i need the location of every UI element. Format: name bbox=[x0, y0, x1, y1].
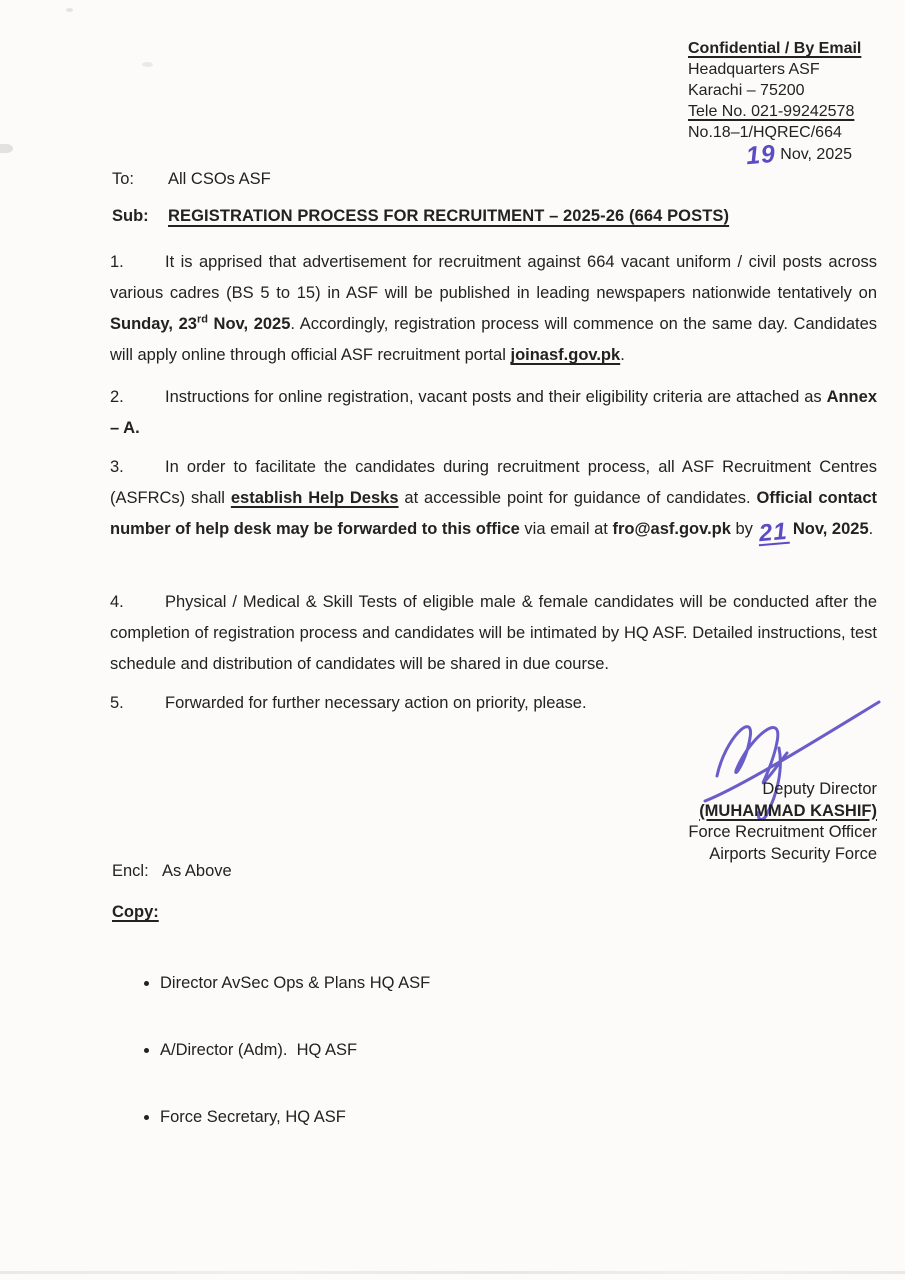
to-label: To: bbox=[112, 170, 135, 188]
handwritten-day: 21 bbox=[757, 517, 789, 548]
paragraph-text: . bbox=[620, 346, 625, 364]
subject-line bbox=[112, 207, 729, 226]
copy-recipients-list bbox=[112, 928, 430, 1173]
paragraph-number: 3. bbox=[110, 458, 124, 476]
enclosure-label: Encl: bbox=[112, 862, 149, 880]
paragraph-text: Instructions for online registration, vacant posts and their eligibility criteria are attached as bbox=[165, 388, 827, 406]
paragraph-text: In order to facilitate the candidates during recruitment process, all ASF Recruitment Centres (ASFRCs) shall bbox=[110, 458, 877, 507]
paragraph-1 bbox=[110, 247, 877, 371]
copy-block bbox=[112, 903, 430, 1173]
paragraph-text: It is apprised that advertisement for recruitment against 664 vacant uniform / civil posts across various cadres (BS 5 to 15) in ASF will be published in leading newspapers nationwide tentatively on bbox=[110, 253, 877, 302]
signoff-title: Deputy Director bbox=[762, 780, 877, 798]
paragraph-3 bbox=[110, 452, 877, 548]
signoff-name: (MUHAMMAD KASHIF) bbox=[699, 801, 877, 820]
reference-number: No.18–1/HQREC/664 bbox=[688, 124, 842, 141]
ordinal-suffix: rd bbox=[196, 313, 208, 326]
enclosure-value: As Above bbox=[162, 862, 232, 880]
copy-title: Copy: bbox=[112, 903, 159, 921]
paragraph-text: Forwarded for further necessary action on priority, please. bbox=[165, 694, 587, 712]
scan-artifact bbox=[66, 8, 73, 12]
to-value: All CSOs ASF bbox=[168, 170, 271, 188]
signoff-force: Airports Security Force bbox=[709, 844, 877, 863]
paragraph-text: Physical / Medical & Skill Tests of eligible male & female candidates will be conducted after the completion of registration process and candidates will be intimated by HQ ASF. Detailed instructions, test schedule and distribution of candidates will be shared in due course. bbox=[110, 593, 877, 673]
scan-artifact bbox=[142, 62, 153, 67]
signoff-block bbox=[688, 779, 877, 865]
paragraph-text: via email at bbox=[519, 520, 613, 538]
copy-recipient: • A/Director (Adm). HQ ASF bbox=[160, 1039, 430, 1061]
portal-link-text: joinasf.gov.pk bbox=[510, 346, 621, 364]
date-emphasis: Sunday, 23 bbox=[110, 315, 197, 333]
paragraph-4 bbox=[110, 587, 877, 680]
contact-emphasis: Official contact number of help desk may be forwarded to this office bbox=[110, 489, 877, 538]
enclosure-line bbox=[112, 862, 232, 881]
paragraph-text: . bbox=[868, 520, 874, 538]
date-line bbox=[744, 139, 861, 171]
paragraph-number: 4. bbox=[110, 593, 124, 611]
date-emphasis: Nov, 2025 bbox=[207, 315, 291, 333]
paragraph-text: . Accordingly, registration process will commence on the same day. Candidates will apply online through official ASF recruitment portal bbox=[110, 315, 878, 364]
copy-recipient: • Director AvSec Ops & Plans HQ ASF bbox=[160, 972, 430, 994]
handwritten-day: 19 bbox=[744, 139, 777, 171]
copy-recipient: • Force Secretary, HQ ASF bbox=[160, 1106, 430, 1128]
paragraph-text: by bbox=[730, 520, 758, 538]
subject-label: Sub: bbox=[112, 207, 149, 225]
to-line bbox=[112, 170, 271, 189]
city-line: Karachi – 75200 bbox=[688, 82, 805, 99]
classification-line: Confidential / By Email bbox=[688, 40, 862, 57]
paragraph-2 bbox=[110, 382, 877, 444]
help-desks-emphasis: establish Help Desks bbox=[230, 489, 399, 507]
printed-date: Nov, 2025 bbox=[775, 146, 853, 163]
paragraph-text: at accessible point for guidance of candidates. bbox=[398, 489, 757, 507]
letterhead-block bbox=[688, 38, 862, 171]
annex-emphasis: Annex – A. bbox=[110, 388, 877, 437]
signoff-designation: Force Recruitment Officer bbox=[688, 823, 877, 841]
scan-artifact-bottom-edge bbox=[0, 1271, 905, 1274]
paragraph-number: 2. bbox=[110, 388, 124, 406]
paragraph-number: 1. bbox=[110, 253, 124, 271]
email-address: fro@asf.gov.pk bbox=[612, 520, 731, 538]
paragraph-5 bbox=[110, 688, 877, 719]
org-line: Headquarters ASF bbox=[688, 61, 820, 78]
paragraph-number: 5. bbox=[110, 694, 124, 712]
telephone-line: Tele No. 021-99242578 bbox=[688, 103, 855, 120]
scan-artifact bbox=[0, 144, 13, 153]
subject-value: REGISTRATION PROCESS FOR RECRUITMENT – 2025-26 (664 POSTS) bbox=[168, 207, 730, 225]
date-emphasis: Nov, 2025 bbox=[788, 520, 869, 538]
